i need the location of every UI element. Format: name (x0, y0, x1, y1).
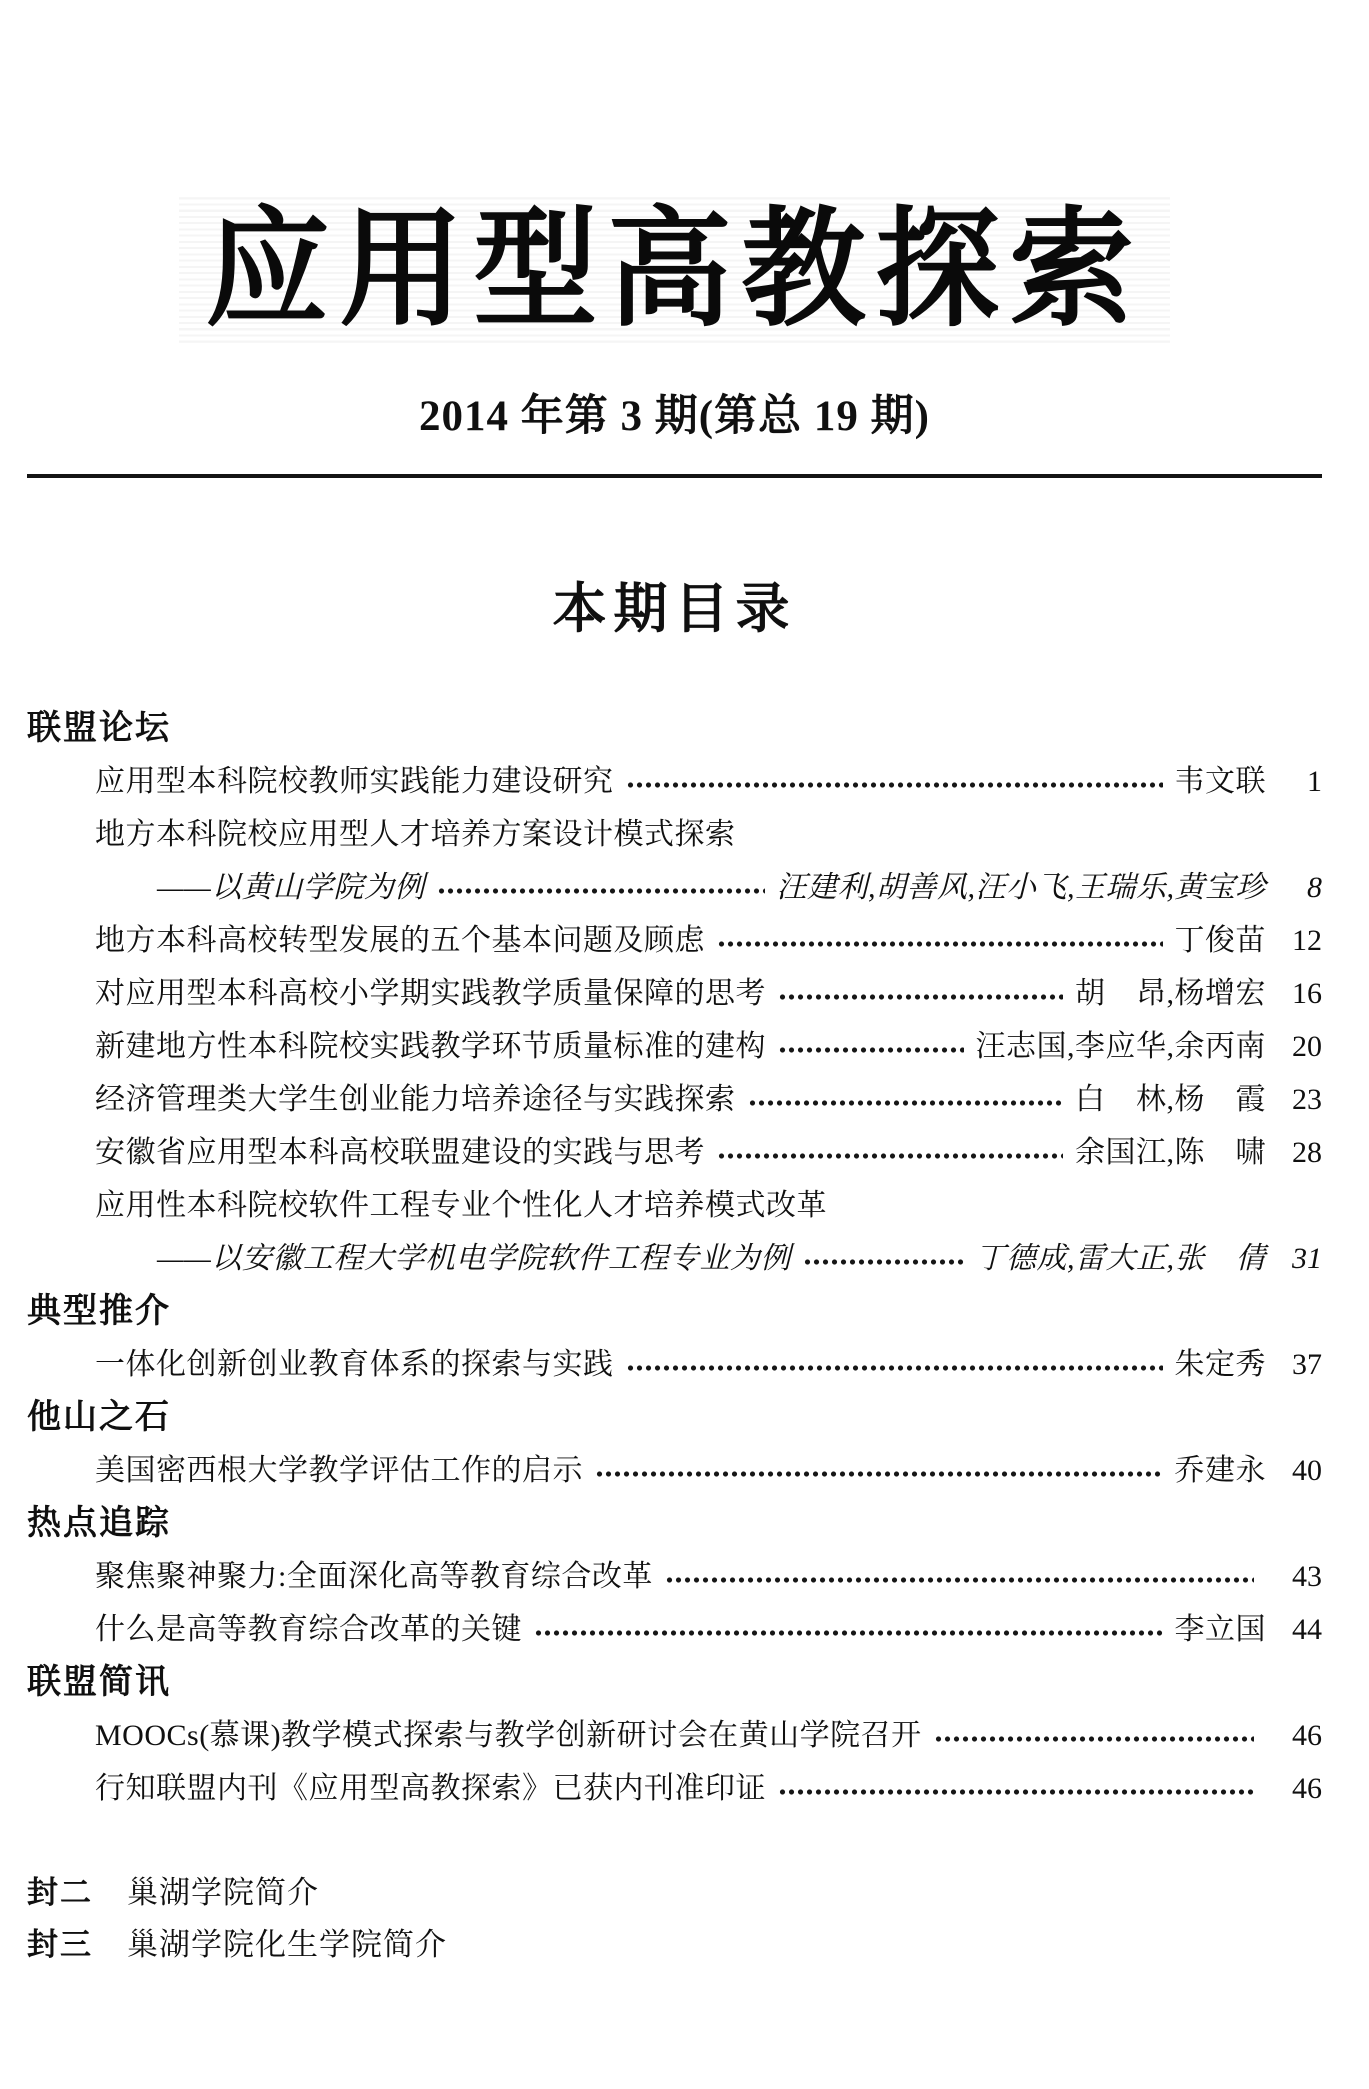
cover-note-row (27, 1919, 1322, 1971)
entry-page: 8 (1307, 871, 1322, 904)
entry-page: 43 (1292, 1560, 1322, 1593)
entry-title: 地方本科高校转型发展的五个基本问题及顾虑 (95, 924, 705, 957)
entry-title: 应用型本科院校教师实践能力建设研究 (95, 765, 614, 798)
page-title: 本期目录 (552, 579, 797, 639)
toc-entry (27, 914, 1322, 967)
header-divider (27, 474, 1322, 478)
cover-note-text: 巢湖学院简介 (127, 1875, 319, 1910)
toc-entry (27, 1020, 1322, 1073)
dot-leader (717, 1150, 1063, 1162)
entry-title: 美国密西根大学教学评估工作的启示 (95, 1454, 583, 1487)
entry-page: 46 (1292, 1772, 1322, 1805)
entry-page: 28 (1292, 1136, 1322, 1169)
entry-title: 经济管理类大学生创业能力培养途径与实践探索 (95, 1083, 736, 1116)
entry-title: 地方本科院校应用型人才培养方案设计模式探索 (95, 818, 736, 851)
entry-authors: 余国江,陈 啸 (1075, 1136, 1266, 1169)
entry-page: 31 (1292, 1242, 1322, 1275)
toc-entry (27, 1603, 1322, 1656)
entry-title: 一体化创新创业教育体系的探索与实践 (95, 1348, 614, 1381)
journal-logo: 应用型高教探索 (179, 197, 1169, 343)
dot-leader (934, 1733, 1254, 1745)
toc-entry (27, 1126, 1322, 1179)
cover-note-label: 封三 (27, 1927, 93, 1962)
toc-entry (27, 808, 1322, 861)
cover-note-label: 封二 (27, 1875, 93, 1910)
entry-authors: 白 林,杨 霞 (1075, 1083, 1266, 1116)
entry-authors: 乔建永 (1174, 1454, 1266, 1487)
toc-entry (27, 1338, 1322, 1391)
dot-leader (803, 1256, 964, 1268)
entry-title: MOOCs(慕课)教学模式探索与教学创新研讨会在黄山学院召开 (95, 1719, 922, 1752)
entry-authors: 丁俊苗 (1174, 924, 1266, 957)
entry-authors: 韦文联 (1174, 765, 1266, 798)
entry-page: 40 (1292, 1454, 1322, 1487)
dot-leader (665, 1574, 1254, 1586)
entry-authors: 汪建利,胡善风,汪小飞,王瑞乐,黄宝珍 (776, 871, 1266, 904)
dot-leader (717, 938, 1163, 950)
toc-entry (27, 1550, 1322, 1603)
issue-line: 2014 年第 3 期(第总 19 期) (419, 393, 930, 440)
toc-entry (27, 755, 1322, 808)
toc-entry (27, 1762, 1322, 1815)
toc-entry (27, 1444, 1322, 1497)
dot-leader (778, 1786, 1254, 1798)
cover-notes (27, 1867, 1322, 1971)
entry-page: 46 (1292, 1719, 1322, 1752)
entry-title: 对应用型本科高校小学期实践教学质量保障的思考 (95, 977, 766, 1010)
section-header: 联盟简讯 (27, 1663, 171, 1701)
entry-page: 1 (1307, 765, 1322, 798)
entry-authors: 胡 昂,杨增宏 (1075, 977, 1266, 1010)
entry-authors: 汪志国,李应华,余丙南 (975, 1030, 1266, 1063)
entry-authors: 丁德成,雷大正,张 倩 (975, 1242, 1266, 1275)
cover-note-row (27, 1867, 1322, 1919)
toc-subentry (27, 1232, 1322, 1285)
cover-note-text: 巢湖学院化生学院简介 (127, 1927, 447, 1962)
dot-leader (534, 1627, 1163, 1639)
toc-entry (27, 1709, 1322, 1762)
dot-leader (437, 885, 765, 897)
entry-authors: 朱定秀 (1174, 1348, 1266, 1381)
entry-title: ——以安徽工程大学机电学院软件工程专业为例 (157, 1242, 791, 1275)
dot-leader (778, 991, 1063, 1003)
toc-entry (27, 967, 1322, 1020)
toc-subentry (27, 861, 1322, 914)
entry-title: 新建地方性本科院校实践教学环节质量标准的建构 (95, 1030, 766, 1063)
dot-leader (748, 1097, 1064, 1109)
dot-leader (778, 1044, 964, 1056)
entry-page: 23 (1292, 1083, 1322, 1116)
dot-leader (626, 779, 1163, 791)
section-header: 联盟论坛 (27, 709, 171, 747)
toc-entry (27, 1179, 1322, 1232)
entry-page: 44 (1292, 1613, 1322, 1646)
entry-page: 37 (1292, 1348, 1322, 1381)
entry-title: 什么是高等教育综合改革的关键 (95, 1613, 522, 1646)
entry-page: 12 (1292, 924, 1322, 957)
toc-list (27, 702, 1322, 1815)
entry-title: 行知联盟内刊《应用型高教探索》已获内刊准印证 (95, 1772, 766, 1805)
entry-title: 应用性本科院校软件工程专业个性化人才培养模式改革 (95, 1189, 827, 1222)
entry-page: 16 (1292, 977, 1322, 1010)
entry-authors: 李立国 (1174, 1613, 1266, 1646)
dot-leader (595, 1468, 1163, 1480)
masthead (27, 0, 1322, 345)
entry-title: 安徽省应用型本科高校联盟建设的实践与思考 (95, 1136, 705, 1169)
toc-entry (27, 1073, 1322, 1126)
entry-title: 聚焦聚神聚力:全面深化高等教育综合改革 (95, 1560, 653, 1593)
section-header: 典型推介 (27, 1292, 171, 1330)
dot-leader (626, 1362, 1163, 1374)
entry-page: 20 (1292, 1030, 1322, 1063)
section-header: 热点追踪 (27, 1504, 171, 1542)
entry-title: ——以黄山学院为例 (157, 871, 425, 904)
section-header: 他山之石 (27, 1398, 171, 1436)
